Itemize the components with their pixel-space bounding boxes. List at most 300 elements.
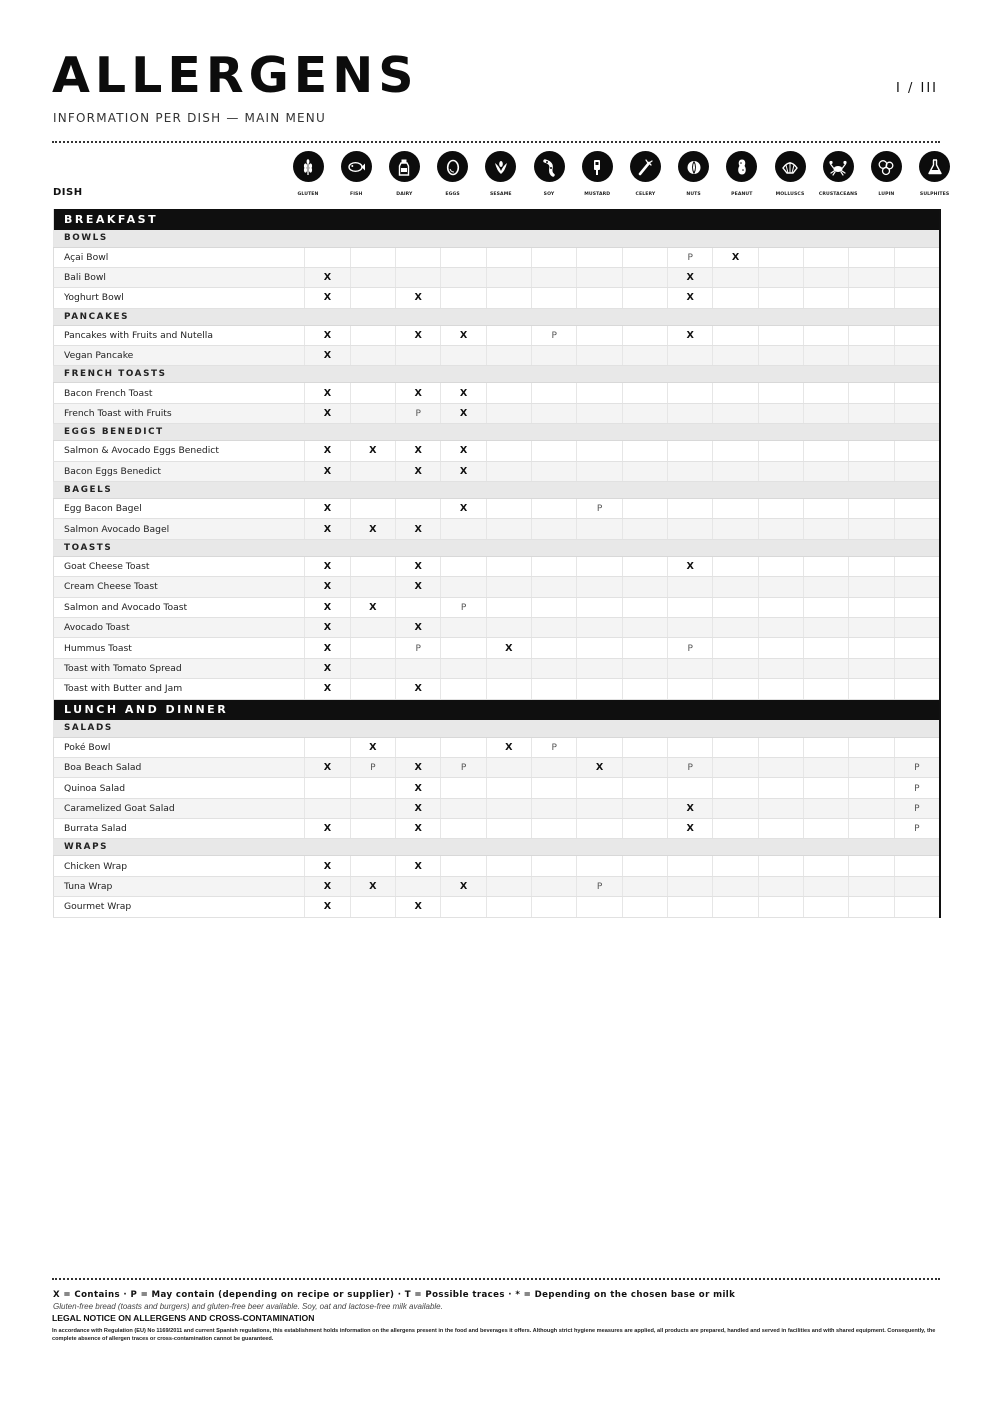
cell-eggs bbox=[441, 737, 486, 757]
cell-sesame bbox=[486, 778, 531, 798]
contains-mark: X bbox=[686, 292, 694, 304]
cell-soy bbox=[532, 757, 577, 777]
cell-lupin bbox=[849, 617, 894, 637]
cell-peanut bbox=[713, 247, 758, 267]
cell-mustard bbox=[577, 617, 622, 637]
cell-sulphites bbox=[894, 658, 940, 678]
cell-fish bbox=[350, 461, 395, 481]
cell-molluscs bbox=[758, 778, 803, 798]
cell-mustard bbox=[577, 638, 622, 658]
table-row bbox=[54, 856, 941, 876]
cell-gluten bbox=[305, 325, 350, 345]
cell-celery bbox=[622, 519, 667, 539]
cell-sulphites bbox=[894, 383, 940, 403]
cell-crustaceans bbox=[804, 267, 849, 287]
cell-soy bbox=[532, 638, 577, 658]
cell-celery bbox=[622, 577, 667, 597]
cell-dairy bbox=[396, 519, 441, 539]
peanut-icon bbox=[726, 151, 757, 182]
cell-fish bbox=[350, 403, 395, 423]
may-contain-mark: P bbox=[914, 783, 920, 794]
allergen-header-eggs bbox=[429, 151, 477, 197]
cell-molluscs bbox=[758, 346, 803, 366]
contains-mark: X bbox=[323, 622, 332, 634]
cell-sesame bbox=[486, 383, 531, 403]
cell-crustaceans bbox=[804, 247, 849, 267]
cell-fish bbox=[350, 441, 395, 461]
cell-peanut bbox=[713, 819, 758, 839]
cell-crustaceans bbox=[804, 577, 849, 597]
cell-fish bbox=[350, 876, 395, 896]
group-title: FRENCH TOASTS bbox=[54, 366, 941, 383]
cell-fish bbox=[350, 819, 395, 839]
contains-mark: X bbox=[323, 408, 332, 420]
dish-name: Egg Bacon Bagel bbox=[54, 499, 305, 519]
cell-mustard bbox=[577, 267, 622, 287]
dish-name: Boa Beach Salad bbox=[54, 757, 305, 777]
cell-lupin bbox=[849, 403, 894, 423]
cell-gluten bbox=[305, 519, 350, 539]
cell-soy bbox=[532, 441, 577, 461]
contains-mark: X bbox=[323, 560, 332, 572]
table-row bbox=[54, 638, 941, 658]
contains-mark: X bbox=[505, 741, 513, 753]
cell-lupin bbox=[849, 519, 894, 539]
table-row bbox=[54, 346, 941, 366]
allergen-label: SESAME bbox=[489, 192, 512, 197]
cell-sulphites bbox=[894, 798, 940, 818]
allergen-table bbox=[53, 209, 941, 918]
cell-crustaceans bbox=[804, 856, 849, 876]
cell-nuts bbox=[668, 403, 713, 423]
may-contain-mark: P bbox=[596, 882, 603, 893]
cell-mustard bbox=[577, 577, 622, 597]
allergen-label: MOLLUSCS bbox=[775, 192, 805, 197]
page-title: ALLERGENS bbox=[52, 47, 419, 104]
cell-dairy bbox=[396, 679, 441, 699]
cell-celery bbox=[622, 461, 667, 481]
cell-sesame bbox=[486, 441, 531, 461]
cell-molluscs bbox=[758, 247, 803, 267]
allergen-header-soy bbox=[525, 151, 573, 197]
dish-name: Bacon Eggs Benedict bbox=[54, 461, 305, 481]
cell-molluscs bbox=[758, 325, 803, 345]
cell-lupin bbox=[849, 757, 894, 777]
cell-fish bbox=[350, 267, 395, 287]
cell-mustard bbox=[577, 383, 622, 403]
cell-fish bbox=[350, 757, 395, 777]
may-contain-mark: P bbox=[460, 763, 467, 774]
cell-soy bbox=[532, 556, 577, 576]
cell-sesame bbox=[486, 737, 531, 757]
group-title: EGGS BENEDICT bbox=[54, 424, 941, 441]
dish-name: Caramelized Goat Salad bbox=[54, 798, 305, 818]
cell-crustaceans bbox=[804, 778, 849, 798]
group-title: PANCAKES bbox=[54, 308, 941, 325]
contains-mark: X bbox=[323, 581, 332, 593]
cell-lupin bbox=[849, 778, 894, 798]
allergen-header-fish bbox=[332, 151, 380, 197]
legal-text: In accordance with Regulation (EU) No 1169/2011 and current Spanish regulations, this establishment holds information on the allergens present in the food and beverages it offers. Although strict hygiene measures are applied, all products are prepared, handled and served in facilities and with shared equipment. Consequently, the complete absence of allergen traces or cross-contamination cannot be guaranteed. bbox=[52, 1328, 936, 1342]
cell-lupin bbox=[849, 325, 894, 345]
cell-eggs bbox=[441, 798, 486, 818]
cell-sesame bbox=[486, 403, 531, 423]
contains-mark: X bbox=[686, 560, 694, 572]
cell-eggs bbox=[441, 441, 486, 461]
cell-sulphites bbox=[894, 346, 940, 366]
cell-gluten bbox=[305, 288, 350, 308]
dish-name: Bacon French Toast bbox=[54, 383, 305, 403]
contains-mark: X bbox=[414, 445, 422, 457]
dotted-divider-top bbox=[52, 141, 940, 143]
may-contain-mark: P bbox=[596, 504, 603, 515]
group-title: TOASTS bbox=[54, 539, 941, 556]
dish-name: Goat Cheese Toast bbox=[54, 556, 305, 576]
cell-fish bbox=[350, 658, 395, 678]
cell-dairy bbox=[396, 778, 441, 798]
cell-lupin bbox=[849, 597, 894, 617]
sesame-icon bbox=[485, 151, 516, 182]
table-row bbox=[54, 383, 941, 403]
group-header bbox=[54, 366, 941, 383]
cell-peanut bbox=[713, 757, 758, 777]
cell-fish bbox=[350, 617, 395, 637]
cell-dairy bbox=[396, 288, 441, 308]
cell-sulphites bbox=[894, 597, 940, 617]
allergen-label: FISH bbox=[349, 192, 363, 197]
contains-mark: X bbox=[414, 782, 422, 794]
cell-sesame bbox=[486, 597, 531, 617]
cell-nuts bbox=[668, 577, 713, 597]
contains-mark: X bbox=[414, 802, 422, 814]
dish-name: Bali Bowl bbox=[54, 267, 305, 287]
cell-lupin bbox=[849, 346, 894, 366]
cell-dairy bbox=[396, 383, 441, 403]
cell-molluscs bbox=[758, 798, 803, 818]
dish-name: Açai Bowl bbox=[54, 247, 305, 267]
cell-peanut bbox=[713, 737, 758, 757]
may-contain-mark: P bbox=[914, 824, 920, 835]
cell-nuts bbox=[668, 897, 713, 917]
group-header bbox=[54, 482, 941, 499]
cell-mustard bbox=[577, 819, 622, 839]
cell-molluscs bbox=[758, 267, 803, 287]
cell-gluten bbox=[305, 798, 350, 818]
page-subtitle: INFORMATION PER DISH — MAIN MENU bbox=[53, 111, 326, 125]
cell-crustaceans bbox=[804, 876, 849, 896]
cell-dairy bbox=[396, 798, 441, 818]
cell-fish bbox=[350, 597, 395, 617]
contains-mark: X bbox=[323, 860, 332, 872]
cell-soy bbox=[532, 737, 577, 757]
cell-soy bbox=[532, 267, 577, 287]
allergen-label: PEANUT bbox=[731, 192, 753, 197]
cell-lupin bbox=[849, 679, 894, 699]
cell-sulphites bbox=[894, 288, 940, 308]
contains-mark: X bbox=[414, 465, 422, 477]
cell-crustaceans bbox=[804, 658, 849, 678]
cell-sulphites bbox=[894, 757, 940, 777]
allergen-header-mustard bbox=[573, 151, 621, 197]
table-row bbox=[54, 658, 941, 678]
cell-eggs bbox=[441, 819, 486, 839]
group-title: WRAPS bbox=[54, 839, 941, 856]
mustard-icon bbox=[582, 151, 613, 182]
cell-molluscs bbox=[758, 519, 803, 539]
cell-eggs bbox=[441, 267, 486, 287]
group-header bbox=[54, 539, 941, 556]
cell-eggs bbox=[441, 597, 486, 617]
allergen-label: SULPHITES bbox=[919, 192, 950, 197]
cell-fish bbox=[350, 856, 395, 876]
cell-fish bbox=[350, 778, 395, 798]
contains-mark: X bbox=[414, 329, 422, 341]
cell-gluten bbox=[305, 346, 350, 366]
may-contain-mark: P bbox=[370, 763, 376, 774]
cell-sulphites bbox=[894, 617, 940, 637]
cell-gluten bbox=[305, 757, 350, 777]
cell-dairy bbox=[396, 597, 441, 617]
dish-name: Gourmet Wrap bbox=[54, 897, 305, 917]
table-row bbox=[54, 819, 941, 839]
cell-sesame bbox=[486, 247, 531, 267]
cell-gluten bbox=[305, 441, 350, 461]
may-contain-mark: P bbox=[687, 252, 693, 263]
cell-sulphites bbox=[894, 556, 940, 576]
table-row bbox=[54, 897, 941, 917]
cell-soy bbox=[532, 383, 577, 403]
cell-eggs bbox=[441, 658, 486, 678]
cell-celery bbox=[622, 876, 667, 896]
cell-peanut bbox=[713, 267, 758, 287]
cell-soy bbox=[532, 325, 577, 345]
contains-mark: X bbox=[323, 329, 332, 341]
cell-celery bbox=[622, 441, 667, 461]
cell-sesame bbox=[486, 556, 531, 576]
cell-dairy bbox=[396, 346, 441, 366]
cell-molluscs bbox=[758, 403, 803, 423]
contains-mark: X bbox=[595, 762, 604, 774]
cell-fish bbox=[350, 679, 395, 699]
cell-celery bbox=[622, 778, 667, 798]
cell-crustaceans bbox=[804, 617, 849, 637]
allergen-label: SOY bbox=[543, 192, 555, 197]
cell-crustaceans bbox=[804, 737, 849, 757]
allergen-header-celery bbox=[621, 151, 669, 197]
cell-dairy bbox=[396, 247, 441, 267]
cell-sesame bbox=[486, 819, 531, 839]
cell-crustaceans bbox=[804, 288, 849, 308]
cell-eggs bbox=[441, 519, 486, 539]
cell-gluten bbox=[305, 897, 350, 917]
cell-sulphites bbox=[894, 325, 940, 345]
cell-sesame bbox=[486, 325, 531, 345]
cell-dairy bbox=[396, 757, 441, 777]
contains-mark: X bbox=[323, 881, 332, 893]
page-number: I / III bbox=[896, 81, 938, 96]
cell-nuts bbox=[668, 267, 713, 287]
table-row bbox=[54, 267, 941, 287]
cell-celery bbox=[622, 403, 667, 423]
cell-dairy bbox=[396, 856, 441, 876]
cell-celery bbox=[622, 499, 667, 519]
cell-crustaceans bbox=[804, 679, 849, 699]
cell-nuts bbox=[668, 346, 713, 366]
cell-mustard bbox=[577, 325, 622, 345]
cell-eggs bbox=[441, 499, 486, 519]
cell-fish bbox=[350, 519, 395, 539]
contains-mark: X bbox=[686, 802, 694, 814]
cell-fish bbox=[350, 346, 395, 366]
table-row bbox=[54, 499, 941, 519]
allergen-label: CELERY bbox=[635, 192, 656, 197]
cell-celery bbox=[622, 819, 667, 839]
cell-mustard bbox=[577, 441, 622, 461]
may-contain-mark: P bbox=[551, 742, 557, 753]
group-title: BAGELS bbox=[54, 482, 941, 499]
cell-mustard bbox=[577, 597, 622, 617]
cell-nuts bbox=[668, 617, 713, 637]
dotted-divider-bottom bbox=[52, 1278, 940, 1280]
cell-mustard bbox=[577, 346, 622, 366]
cell-gluten bbox=[305, 499, 350, 519]
cell-nuts bbox=[668, 876, 713, 896]
cell-soy bbox=[532, 403, 577, 423]
cell-dairy bbox=[396, 658, 441, 678]
cell-crustaceans bbox=[804, 441, 849, 461]
cell-soy bbox=[532, 346, 577, 366]
cell-mustard bbox=[577, 556, 622, 576]
cell-soy bbox=[532, 679, 577, 699]
contains-mark: X bbox=[414, 823, 422, 835]
cell-dairy bbox=[396, 819, 441, 839]
cell-mustard bbox=[577, 461, 622, 481]
cell-eggs bbox=[441, 638, 486, 658]
contains-mark: X bbox=[369, 741, 377, 753]
cell-soy bbox=[532, 876, 577, 896]
cell-sulphites bbox=[894, 679, 940, 699]
contains-mark: X bbox=[323, 762, 332, 774]
cell-lupin bbox=[849, 441, 894, 461]
cell-lupin bbox=[849, 499, 894, 519]
table-row bbox=[54, 617, 941, 637]
cell-soy bbox=[532, 247, 577, 267]
cell-soy bbox=[532, 658, 577, 678]
contains-mark: X bbox=[459, 465, 468, 477]
cell-molluscs bbox=[758, 577, 803, 597]
cell-mustard bbox=[577, 856, 622, 876]
cell-peanut bbox=[713, 519, 758, 539]
contains-mark: X bbox=[459, 408, 468, 420]
cell-celery bbox=[622, 737, 667, 757]
cell-molluscs bbox=[758, 597, 803, 617]
cell-eggs bbox=[441, 556, 486, 576]
cell-peanut bbox=[713, 876, 758, 896]
cell-fish bbox=[350, 383, 395, 403]
cell-mustard bbox=[577, 403, 622, 423]
cell-sesame bbox=[486, 461, 531, 481]
cell-nuts bbox=[668, 556, 713, 576]
cell-dairy bbox=[396, 441, 441, 461]
contains-mark: X bbox=[323, 523, 332, 535]
cell-soy bbox=[532, 499, 577, 519]
cell-lupin bbox=[849, 737, 894, 757]
dish-name: Salmon and Avocado Toast bbox=[54, 597, 305, 617]
cell-celery bbox=[622, 897, 667, 917]
cell-eggs bbox=[441, 876, 486, 896]
contains-mark: X bbox=[459, 329, 468, 341]
cell-peanut bbox=[713, 577, 758, 597]
crab-icon bbox=[823, 151, 854, 182]
cell-fish bbox=[350, 499, 395, 519]
cell-soy bbox=[532, 856, 577, 876]
cell-nuts bbox=[668, 856, 713, 876]
table-row bbox=[54, 441, 941, 461]
cell-peanut bbox=[713, 325, 758, 345]
allergen-header-crustaceans bbox=[814, 151, 862, 197]
cell-sulphites bbox=[894, 856, 940, 876]
contains-mark: X bbox=[323, 823, 332, 835]
cell-nuts bbox=[668, 247, 713, 267]
cell-sesame bbox=[486, 288, 531, 308]
allergen-header-peanut bbox=[718, 151, 766, 197]
table-row bbox=[54, 556, 941, 576]
contains-mark: X bbox=[323, 292, 332, 304]
group-title: SALADS bbox=[54, 720, 941, 737]
contains-mark: X bbox=[323, 642, 332, 654]
cell-nuts bbox=[668, 499, 713, 519]
dish-name: Chicken Wrap bbox=[54, 856, 305, 876]
cell-celery bbox=[622, 267, 667, 287]
contains-mark: X bbox=[323, 350, 332, 362]
cell-celery bbox=[622, 346, 667, 366]
cell-gluten bbox=[305, 617, 350, 637]
cell-crustaceans bbox=[804, 757, 849, 777]
cell-nuts bbox=[668, 638, 713, 658]
allergen-header-dairy bbox=[380, 151, 428, 197]
contains-mark: X bbox=[505, 642, 513, 654]
cell-eggs bbox=[441, 461, 486, 481]
cell-peanut bbox=[713, 679, 758, 699]
cell-lupin bbox=[849, 383, 894, 403]
contains-mark: X bbox=[414, 683, 422, 695]
contains-mark: X bbox=[369, 445, 377, 457]
cell-soy bbox=[532, 519, 577, 539]
cell-crustaceans bbox=[804, 346, 849, 366]
cell-eggs bbox=[441, 897, 486, 917]
contains-mark: X bbox=[369, 881, 377, 893]
cell-lupin bbox=[849, 798, 894, 818]
cell-gluten bbox=[305, 383, 350, 403]
dish-name: Toast with Butter and Jam bbox=[54, 679, 305, 699]
contains-mark: X bbox=[414, 622, 422, 634]
cell-eggs bbox=[441, 778, 486, 798]
cell-dairy bbox=[396, 267, 441, 287]
may-contain-mark: P bbox=[687, 763, 693, 774]
cell-fish bbox=[350, 638, 395, 658]
cell-peanut bbox=[713, 658, 758, 678]
cell-soy bbox=[532, 819, 577, 839]
cell-molluscs bbox=[758, 638, 803, 658]
cell-eggs bbox=[441, 577, 486, 597]
cell-fish bbox=[350, 737, 395, 757]
cell-sulphites bbox=[894, 441, 940, 461]
cell-sesame bbox=[486, 856, 531, 876]
cell-gluten bbox=[305, 737, 350, 757]
cell-peanut bbox=[713, 638, 758, 658]
cell-eggs bbox=[441, 247, 486, 267]
cell-sesame bbox=[486, 897, 531, 917]
